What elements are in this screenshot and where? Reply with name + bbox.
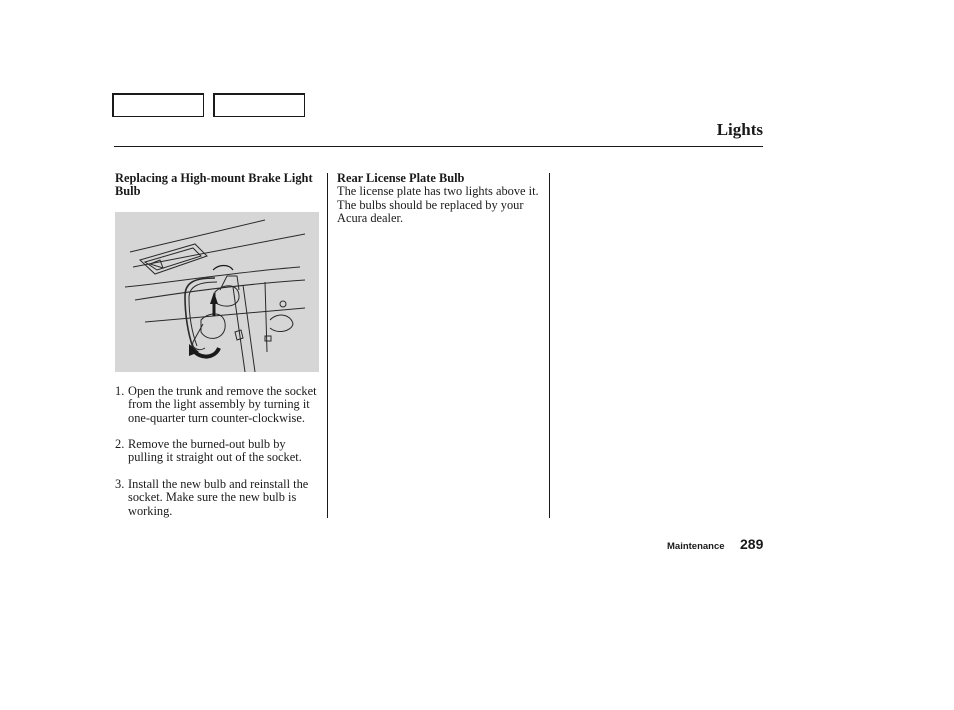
step-item [115,478,323,518]
header-rule [114,146,763,147]
page-number: 289 [740,536,764,552]
middle-column [337,172,545,226]
nav-tab-left[interactable] [112,93,204,117]
nav-tab-right[interactable] [213,93,305,117]
left-column [115,172,323,531]
column-divider-2 [549,173,550,518]
brake-light-drawing [115,212,319,372]
instruction-steps [115,385,323,518]
column-divider-1 [327,173,328,518]
section-heading-license-plate: Rear License Plate Bulb [337,171,465,185]
step-number: 3. [115,476,125,491]
step-number: 1. [115,383,125,398]
step-text: Open the trunk and remove the socket from the light assembly by turning it one-quarter turn counter-clockwise. [128,383,317,425]
page-title: Lights [716,120,763,139]
step-item [115,385,323,425]
footer-chapter-label: Maintenance [667,541,725,552]
license-plate-body-text: The license plate has two lights above it. The bulbs should be replaced by your Acura dealer. [337,184,539,226]
step-text: Install the new bulb and reinstall the socket. Make sure the new bulb is working. [128,476,309,518]
section-heading-brake-light: Replacing a High-mount Brake Light Bulb [115,171,313,199]
brake-light-illustration [115,212,319,372]
step-number: 2. [115,437,125,452]
step-text: Remove the burned-out bulb by pulling it straight out of the socket. [128,437,302,465]
step-item [115,438,323,465]
